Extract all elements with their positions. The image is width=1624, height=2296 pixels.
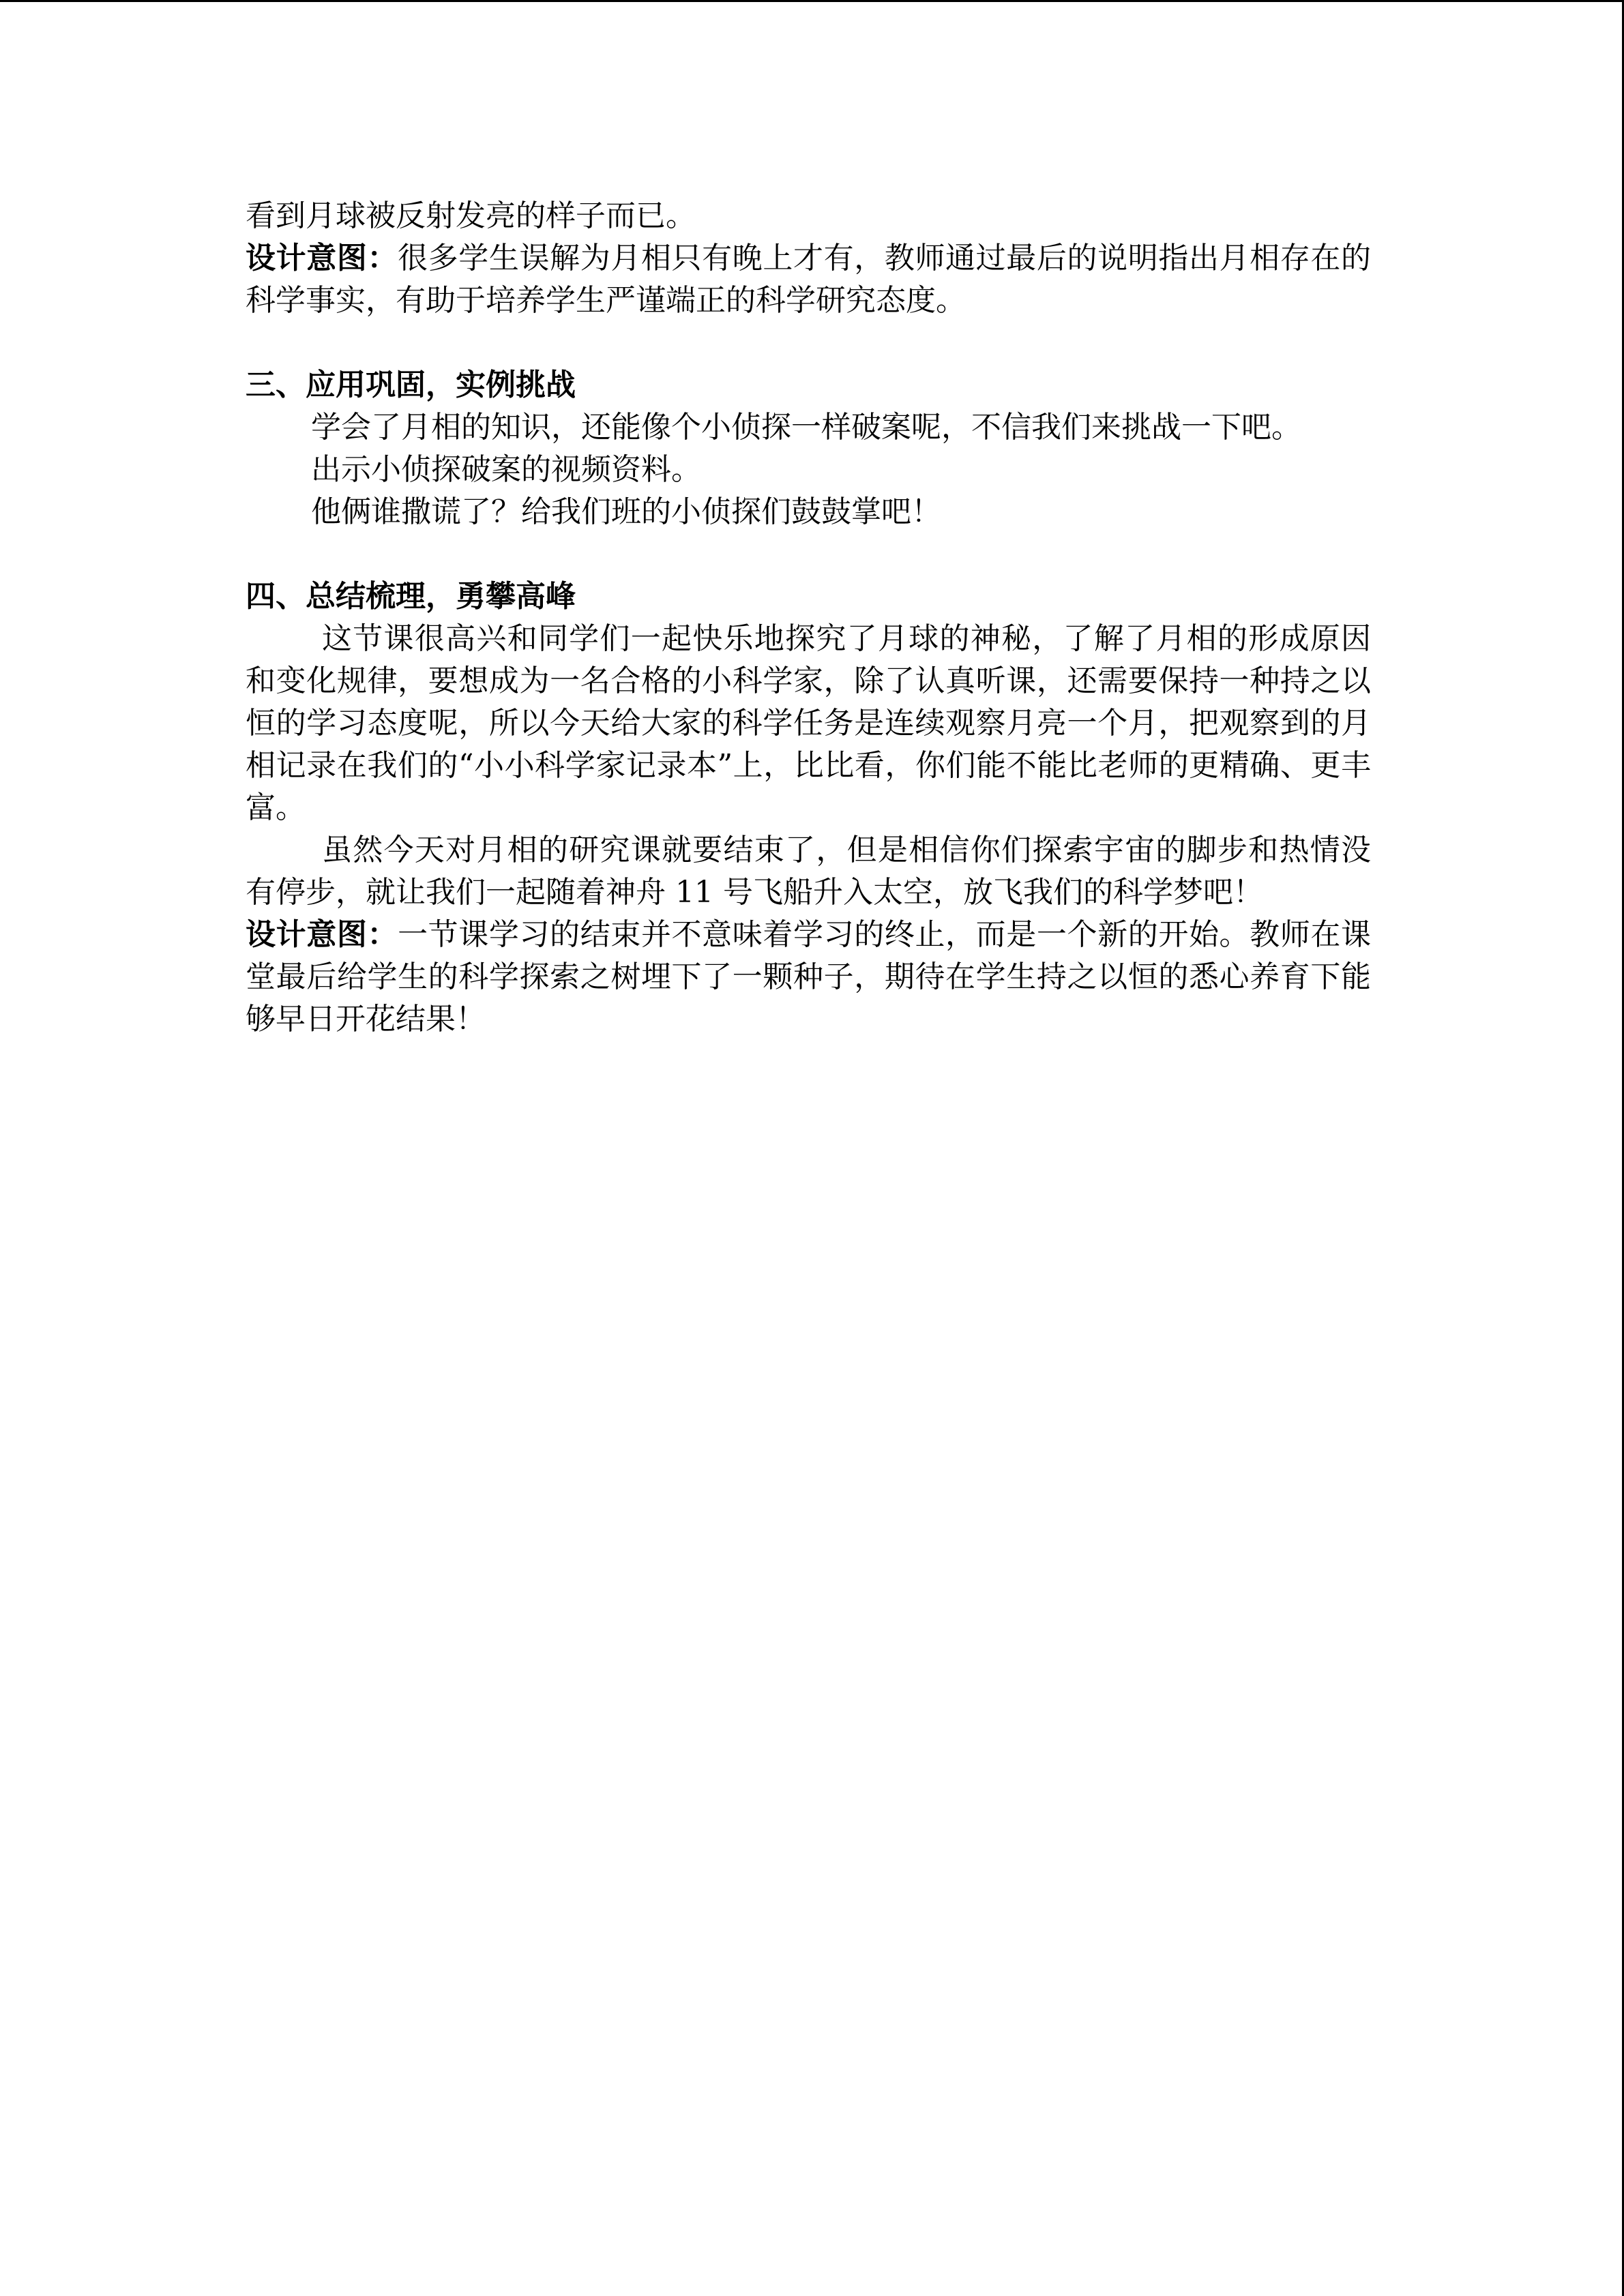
design-intent-label: 设计意图： xyxy=(246,917,398,952)
design-intent-text: 一节课学习的结束并不意味着学习的终止，而是一个新的开始。教师在课堂最后给学生的科学探索之树埋下了一颗种子，期待在学生持之以恒的悉心养育下能够早日开花结果！ xyxy=(246,917,1372,1037)
section-3-paragraph-3: 他俩谁撒谎了？给我们班的小侦探们鼓鼓掌吧！ xyxy=(311,494,941,529)
document-body xyxy=(246,195,1371,1041)
design-intent-paragraph-1 xyxy=(246,237,1371,322)
design-intent-label: 设计意图： xyxy=(246,241,398,275)
paragraph-continuation: 看到月球被反射发亮的样子而已。 xyxy=(246,198,696,233)
section-heading-3: 三、应用巩固，实例挑战 xyxy=(246,368,576,402)
design-intent-text: 很多学生误解为月相只有晚上才有，教师通过最后的说明指出月相存在的科学事实，有助于培养学生严谨端正的科学研究态度。 xyxy=(246,241,1372,318)
design-intent-paragraph-2 xyxy=(246,914,1371,1041)
page-border-top xyxy=(0,0,1624,2)
section-3-paragraph-1: 学会了月相的知识，还能像个小侦探一样破案呢，不信我们来挑战一下吧。 xyxy=(311,410,1301,445)
section-4-paragraph-2: 虽然今天对月相的研究课就要结束了，但是相信你们探索宇宙的脚步和热情没有停步，就让我们一起随着神舟 11 号飞船升入太空，放飞我们的科学梦吧！ xyxy=(246,833,1371,910)
section-4-paragraph-1: 这节课很高兴和同学们一起快乐地探究了月球的神秘，了解了月相的形成原因和变化规律，要想成为一名合格的小科学家，除了认真听课，还需要保持一种持之以恒的学习态度呢，所以今天给大家的科学任务是连续观察月亮一个月，把观察到的月相记录在我们的“小小科学家记录本”上，比比看，你们能不能比老师的更精确、更丰富。 xyxy=(246,621,1371,825)
section-heading-4: 四、总结梳理，勇攀高峰 xyxy=(246,579,576,614)
section-3-paragraph-2: 出示小侦探破案的视频资料。 xyxy=(311,452,701,487)
